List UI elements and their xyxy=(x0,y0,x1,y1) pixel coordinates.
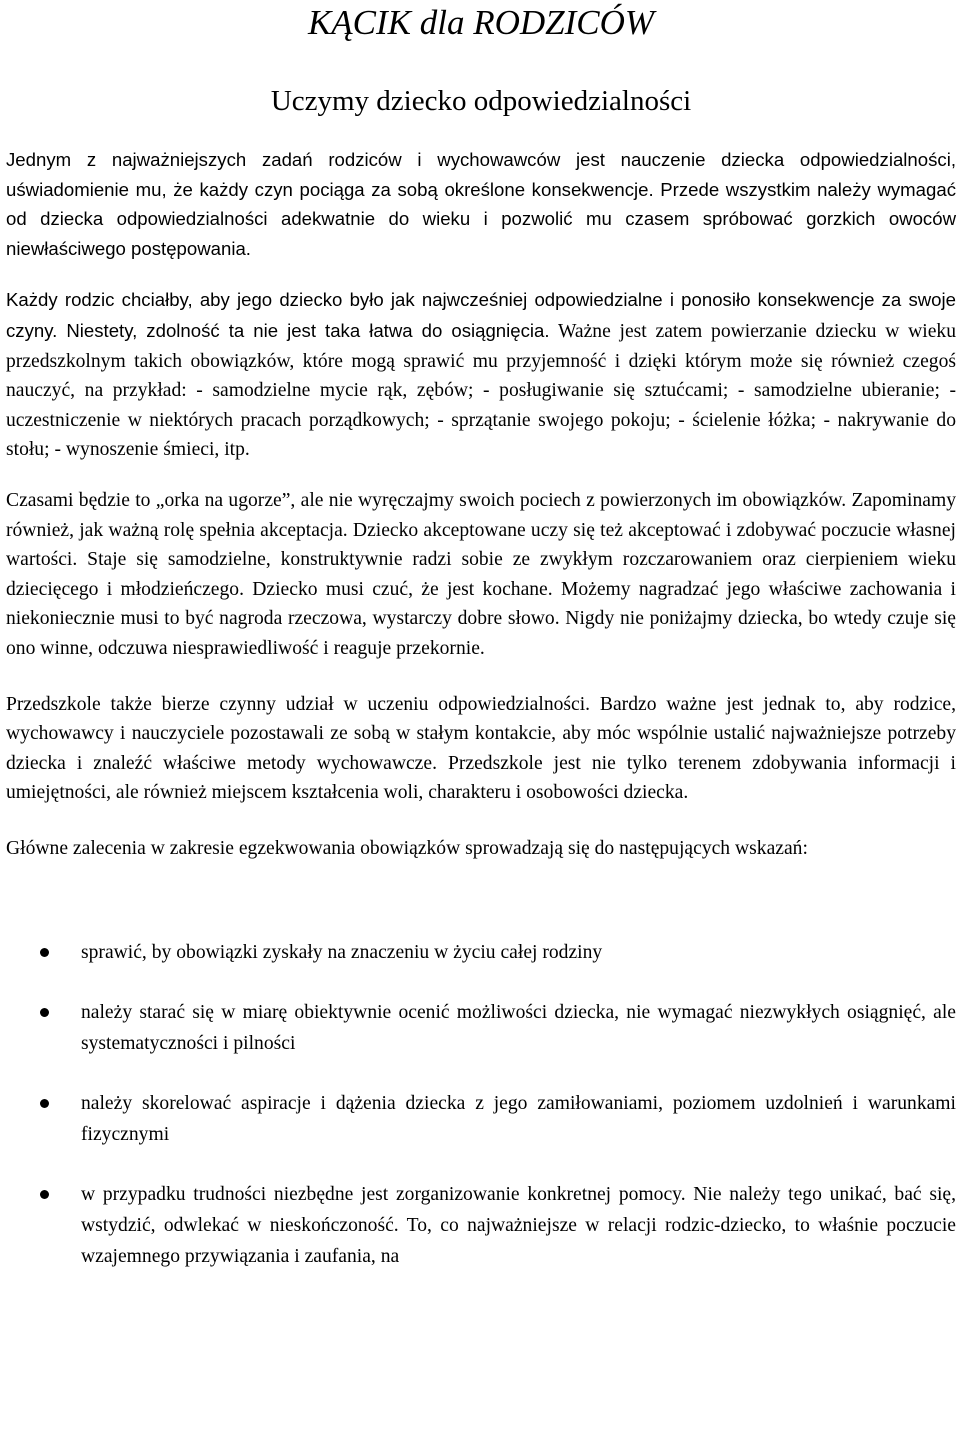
document-page xyxy=(6,0,956,1301)
list-item-text: w przypadku trudności niezbędne jest zorganizowanie konkretnej pomocy. Nie należy tego unikać, bać się, wstydzić, odwlekać w nieskończoność. To, co najważniejsze w relacji rodzic-dziecko, to właśnie poczucie wzajemnego przywiązania i zaufania, na xyxy=(81,1184,956,1268)
paragraph-intro xyxy=(6,145,956,263)
list-item-text: należy starać się w miarę obiektywnie ocenić możliwości dziecka, nie wymagać niezwykłych osiągnięć, ale systematyczności i pilności xyxy=(81,1002,956,1055)
paragraph-preschool xyxy=(6,690,956,808)
bullet-icon xyxy=(40,1190,49,1199)
paragraph-text-sans: Każdy rodzic chciałby, aby jego dziecko było jak najwcześniej odpowiedzialne i ponosiło konsekwencje za swoje czyny. Niestety, zdolność ta nie jest taka łatwa do osiągnięcia. xyxy=(6,289,956,341)
bullet-icon xyxy=(40,1008,49,1017)
paragraph-acceptance xyxy=(6,486,956,664)
paragraph-text: Przedszkole także bierze czynny udział w uczeniu odpowiedzialności. Bardzo ważne jest jednak to, aby rodzice, wychowawcy i nauczyciele pozostawali ze sobą w stałym kontakcie, aby móc wspólnie ustalić najważniejsze potrzeby dziecka i znaleźć właściwe metody wychowawcze. Przedszkole jest nie tylko terenem zdobywania informacji i umiejętności, ale również miejscem kształcenia woli, charakteru i osobowości dziecka. xyxy=(6,693,956,804)
list-item xyxy=(6,1179,956,1272)
recommendations-list xyxy=(6,937,956,1272)
list-item xyxy=(6,997,956,1059)
paragraph-text: Czasami będzie to „orka na ugorze”, ale nie wyręczajmy swoich pociech z powierzonych im obowiązków. Zapominamy również, jak ważną rolę spełnia akceptacja. Dziecko akceptowane uczy się też akceptować i zdobywać poczucie własnej wartości. Staje się samodzielne, konstruktywnie radzi sobie ze zwykłym rozczarowaniem oraz cierpieniem wieku dziecięcego i młodzieńczego. Dziecko musi czuć, że jest kochane. Możemy nagradzać jego właściwe zachowania i niekoniecznie musi to być nagroda rzeczowa, wystarczy dobre słowo. Nigdy nie poniżajmy dziecka, bo wtedy czuje się ono winne, odczuwa niesprawiedliwość i reaguje przekornie. xyxy=(6,489,956,659)
document-subtitle: Uczymy dziecko odpowiedzialności xyxy=(270,85,692,117)
bullet-icon xyxy=(40,1099,49,1108)
paragraph-text: Ważne jest zatem powierzanie dziecku w wieku przedszkolnym takich obowiązków, które mogą sprawić mu przyjemność i dzięki którym może się również czegoś nauczyć, na przykład: - samodzielne mycie rąk, zębów; - posługiwanie się sztućcami; - samodzielne ubieranie; - uczestniczenie w niektórych pracach porządkowych; - sprzątanie swojego pokoju; - ścielenie łóżka; - nakrywanie do stołu; - wynoszenie śmieci, itp. xyxy=(6,320,956,461)
paragraph-recommendations xyxy=(6,834,956,864)
document-title: KĄCIK dla RODZICÓW xyxy=(307,3,655,42)
list-item xyxy=(6,1088,956,1150)
list-item-text: sprawić, by obowiązki zyskały na znaczeniu w życiu całej rodziny xyxy=(81,942,603,964)
list-item-text: należy skorelować aspiracje i dążenia dziecka z jego zamiłowaniami, poziomem uzdolnień i warunkami fizycznymi xyxy=(81,1093,956,1146)
paragraph-text: Jednym z najważniejszych zadań rodziców i wychowawców jest nauczenie dziecka odpowiedzialności, uświadomienie mu, że każdy czyn pociąga za sobą określone konsekwencje. Przede wszystkim należy wymagać od dziecka odpowiedzialności adekwatnie do wieku i pozwolić mu czasem spróbować gorzkich owoców niewłaściwego postępowania. xyxy=(6,149,956,259)
paragraph-responsibility xyxy=(6,285,956,465)
paragraph-text: Główne zalecenia w zakresie egzekwowania obowiązków sprowadzają się do następujących wskazań: xyxy=(6,837,808,859)
list-item xyxy=(6,937,956,968)
bullet-icon xyxy=(40,948,49,957)
